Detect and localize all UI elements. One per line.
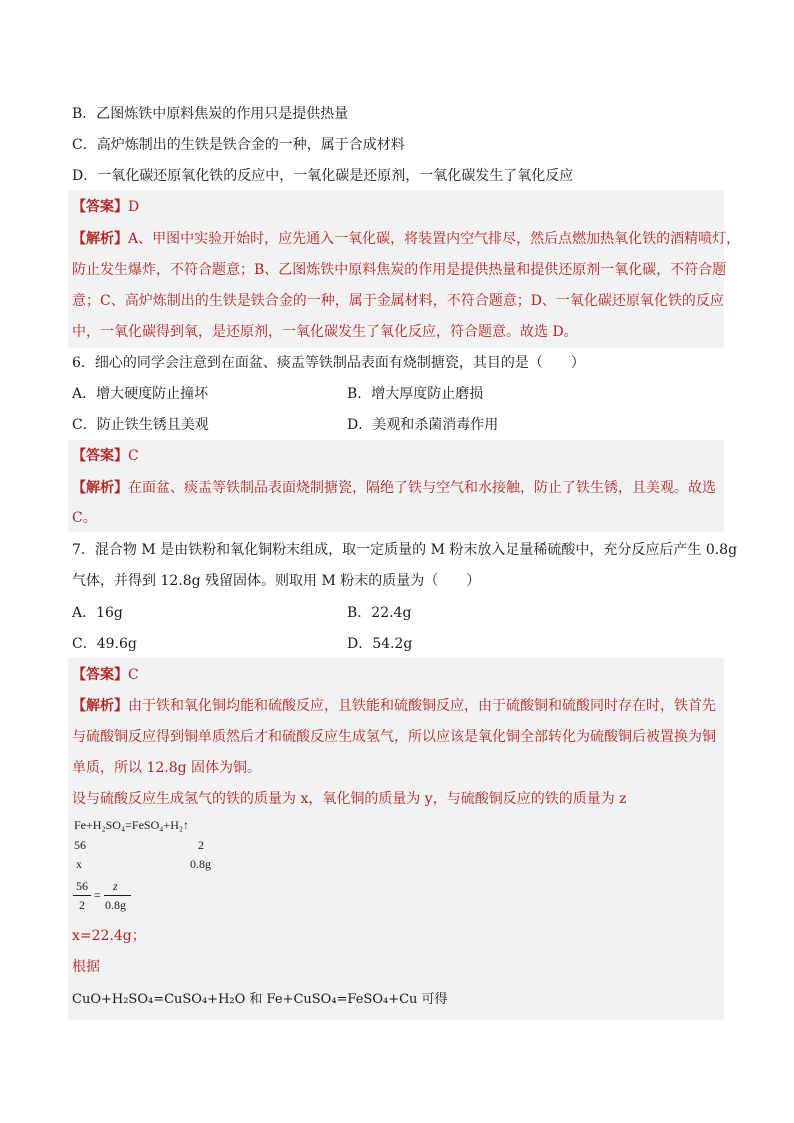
equation-cuo-h2so4: CuO+H₂SO₄=CuSO₄+H₂O [72,992,246,1007]
analysis-text: 由于铁和氧化铜均能和硫酸反应，且铁能和硫酸铜反应，由于硫酸铜和硫酸同时存在时，铁首先 [128,698,716,714]
q7-result: x=22.4g； [72,928,146,944]
q7-option-c: C．49.6g [72,636,137,652]
answer-tag: 【答案】 [72,667,128,683]
fraction-left-numerator: 56 [76,879,88,893]
q7-stem-line-2: 气体，并得到 12.8g 残留固体。则取用 M 粉末的质量为（ ） [72,573,481,589]
q5-option-c: C．高炉炼制出的生铁是铁合金的一种，属于合成材料 [72,137,405,153]
q6-stem: 6．细心的同学会注意到在面盆、痰盂等铁制品表面有烧制搪瓷，其目的是（ ） [72,355,585,371]
q5-answer [72,197,139,217]
q5-analysis-line-1 [72,229,740,249]
q7-genju: 根据 [72,959,100,975]
q7-analysis-line-2: 与硫酸铜反应得到铜单质然后才和硫酸反应生成氢气，所以应该是氧化铜全部转化为硫酸铜后被置换为铜 [72,729,716,745]
q6-answer [72,446,139,466]
q7-option-d: D．54.2g [347,636,413,652]
connector-text: 和 [245,992,267,1007]
q6-analysis-line-1 [72,478,716,498]
q7-option-b: B．22.4g [347,605,412,621]
q7-answer [72,665,139,685]
equation-h2-mass-ratio: 2 [198,838,204,852]
q7-final-equations [72,990,448,1010]
q6-option-c: C．防止铁生锈且美观 [72,417,209,433]
analysis-tag: 【解析】 [72,231,128,247]
analysis-tag: 【解析】 [72,480,128,496]
reaction-equation: Fe+H₂SO₄=FeSO₄+H₂↑ [74,818,190,832]
equation-fe-cuso4: Fe+CuSO₄=FeSO₄+Cu [266,992,418,1007]
fraction-left-denominator: 2 [79,898,85,912]
fraction-left-bar [73,895,91,896]
fraction-equals: = [94,888,101,902]
fraction-right-numerator: z [113,879,118,893]
answer-tag: 【答案】 [72,448,128,464]
answer-value: D [128,199,140,215]
fraction-right-denominator: 0.8g [105,898,126,912]
q6-analysis-line-2: C。 [72,510,97,526]
analysis-tag: 【解析】 [72,698,128,714]
q5-option-b: B．乙图炼铁中原料焦炭的作用只是提供热量 [72,106,349,122]
equation-fe-mass-ratio: 56 [74,838,86,852]
answer-tag: 【答案】 [72,199,128,215]
q7-analysis-line-1 [72,696,716,716]
answer-value: C [128,667,139,683]
q5-analysis-line-2: 防止发生爆炸，不符合题意；B、乙图炼铁中原料焦炭的作用是提供热量和提供还原剂一氧化碳，不符合题 [72,262,727,278]
equation-fe-unknown: x [76,857,82,871]
equation-h2-mass: 0.8g [190,857,211,871]
analysis-text: 在面盆、痰盂等铁制品表面烧制搪瓷，隔绝了铁与空气和水接触，防止了铁生锈，且美观。故选 [128,480,716,496]
q7-stem-line-1: 7．混合物 M 是由铁粉和氧化铜粉末组成，取一定质量的 M 粉末放入足量稀硫酸中，充分反应后产生 0.8g [72,542,738,558]
q5-analysis-line-4: 中，一氧化碳得到氧，是还原剂，一氧化碳发生了氧化反应，符合题意。故选 D。 [72,324,578,340]
answer-value: C [128,448,139,464]
q5-analysis-line-3: 意；C、高炉炼制出的生铁是铁合金的一种，属于金属材料，不符合题意；D、一氧化碳还原氧化铁的反应 [72,293,724,309]
q6-option-b: B．增大厚度防止磨损 [347,386,484,402]
q7-option-a: A．16g [72,605,123,621]
q7-analysis-line-3: 单质，所以 12.8g 固体为铜。 [72,760,262,776]
fraction-right-bar [104,895,131,896]
q7-set-line: 设与硫酸反应生成氢气的铁的质量为 x，氧化铜的质量为 y，与硫酸铜反应的铁的质量为 z [72,791,627,807]
conclusion-text: 可得 [417,992,448,1007]
q5-option-d: D．一氧化碳还原氧化铁的反应中，一氧化碳是还原剂，一氧化碳发生了氧化反应 [72,168,574,184]
q6-option-a: A．增大硬度防止撞坏 [72,386,209,402]
q6-option-d: D．美观和杀菌消毒作用 [347,417,499,433]
analysis-text: A、甲图中实验开始时，应先通入一氧化碳，将装置内空气排尽，然后点燃加热氧化铁的酒精喷灯， [128,231,741,247]
